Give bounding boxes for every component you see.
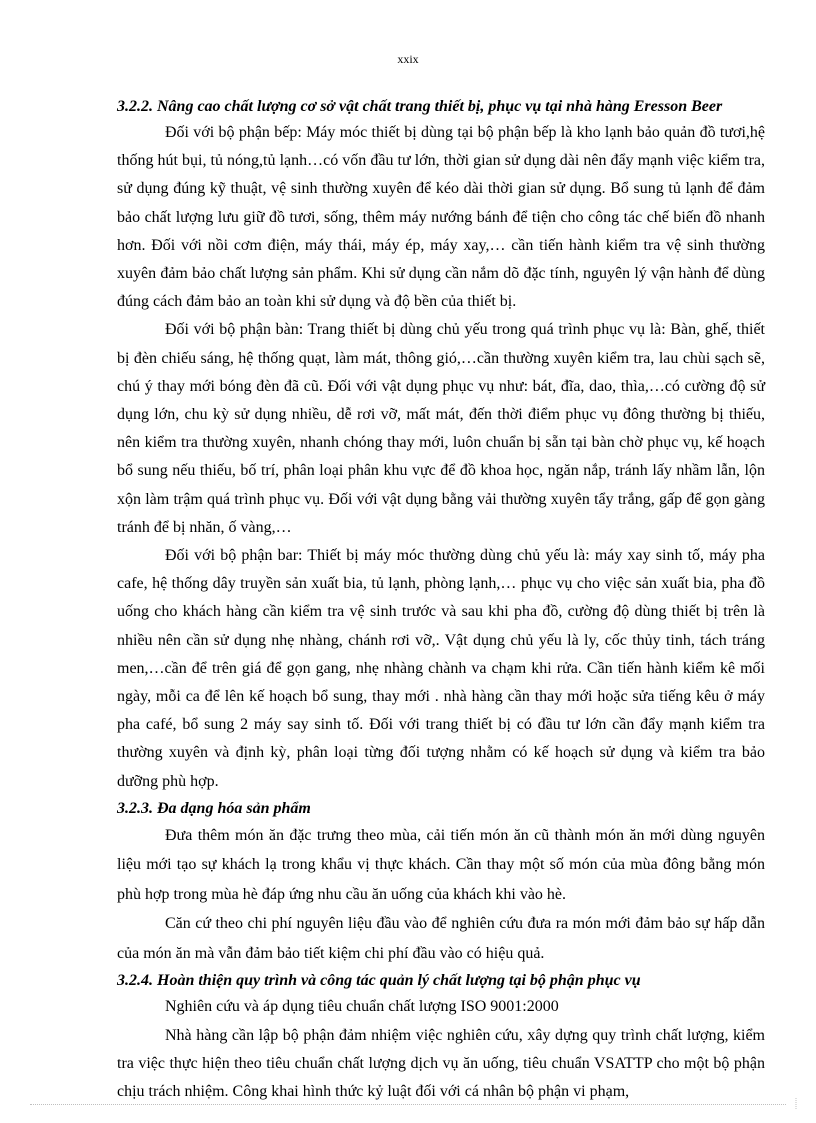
page-number: xxix bbox=[397, 52, 419, 66]
paragraph-kitchen: Đối với bộ phận bếp: Máy móc thiết bị dùng tại bộ phận bếp là kho lạnh bảo quản đồ tươi,hệ thống hút bụi, tủ nóng,tủ lạnh…có vốn đầu tư lớn, thời gian sử dụng dài nên đẩy mạnh việc kiểm tra, sử dụng đúng kỹ thuật, vệ sinh thường xuyên để kéo dài thời gian sử dụng. Bổ sung tủ lạnh để đảm bảo chất lượng lưu giữ đồ tươi, sống, thêm máy nướng bánh để tiện cho công tác chế biến đồ nhanh hơn. Đối với nồi cơm điện, máy thái, máy ép, máy xay,… cần tiến hành kiểm tra vệ sinh thường xuyên đảm bảo chất lượng sản phẩm. Khi sử dụng cần nắm dõ đặc tính, nguyên lý vận hành để dùng đúng cách đảm bảo an toàn khi sử dụng và độ bền của thiết bị. bbox=[117, 124, 765, 311]
section-heading-3-2-2: 3.2.2. Nâng cao chất lượng cơ sở vật chất trang thiết bị, phục vụ tại nhà hàng Eresson Beer bbox=[117, 98, 723, 115]
document-body bbox=[117, 94, 765, 1106]
paragraph-bar: Đối với bộ phận bar: Thiết bị máy móc thường dùng chủ yếu là: máy xay sinh tố, máy pha cafe, hệ thống dây truyền sản xuất bia, tủ lạnh, phòng lạnh,… phục vụ cho việc sản xuất bia, pha đồ uống cho khách hàng cần kiểm tra vệ sinh trước và sau khi pha đồ, cường độ dùng thiết bị trên là nhiều nên cần sử dụng nhẹ nhàng, chánh rơi vỡ,. Vật dụng chủ yếu là ly, cốc thủy tinh, tách tráng men,…cần để trên giá để gọn gang, nhẹ nhàng chành va chạm khi rửa. Cần tiến hành kiểm kê mối ngày, mỗi ca để lên kế hoạch bổ sung, thay mới . nhà hàng cần thay mới hoặc sửa tiếng kêu ở máy pha café, bổ sung 2 máy say sinh tố. Đối với trang thiết bị có đầu tư lớn cần đẩy mạnh kiểm tra thường xuyên và định kỳ, phân loại từng đối tượng nhằm có kế hoạch sử dụng và kiểm tra bảo dưỡng phù hợp. bbox=[117, 547, 765, 790]
footer-dotted-rule bbox=[30, 1104, 786, 1105]
section-heading-3-2-3: 3.2.3. Đa dạng hóa sản phẩm bbox=[117, 799, 311, 817]
paragraph-dining: Đối với bộ phận bàn: Trang thiết bị dùng chủ yếu trong quá trình phục vụ là: Bàn, ghế, thiết bị đèn chiếu sáng, hệ thống quạt, làm mát, thông gió,…cần thường xuyên kiểm tra, lau chùi sạch sẽ, chú ý thay mới bóng đèn đã cũ. Đối với vật dụng phục vụ như: bát, đĩa, dao, thìa,…có cường độ sử dụng lớn, chu kỳ sử dụng nhiều, dễ rơi vỡ, mất mát, đến thời điểm phục vụ đông thường bị thiếu, nên kiểm tra thường xuyên, nhanh chóng thay mới, luôn chuẩn bị sẵn tại bàn chờ phục vụ, kế hoạch bổ sung nếu thiếu, bố trí, phân loại phân khu vực để đồ khoa học, ngăn nắp, tránh lấy nhầm lẫn, lộn xộn làm trậm quá trình phục vụ. Đối với vật dụng bằng vải thường xuyên tẩy trắng, gấp để gọn gàng tránh để bị nhăn, ố vàng,… bbox=[117, 321, 765, 536]
paragraph-quality-department: Nhà hàng cần lập bộ phận đảm nhiệm việc nghiên cứu, xây dựng quy trình chất lượng, kiểm tra việc thực hiện theo tiêu chuẩn chất lượng dịch vụ ăn uống, tiêu chuẩn VSATTP cho một bộ phận chịu trách nhiệm. Công khai hình thức kỷ luật đối với cá nhân bộ phận vi phạm, bbox=[117, 1026, 765, 1100]
paragraph-seasonal-dishes: Đưa thêm món ăn đặc trưng theo mùa, cải tiến món ăn cũ thành món ăn mới dùng nguyên liệu mới tạo sự khách lạ trong khẩu vị thực khách. Cần thay một số món của mùa đông bằng món phù hợp trong mùa hè đáp ứng nhu cầu ăn uống của khách khi vào hè. bbox=[117, 826, 765, 903]
crop-mark-icon bbox=[790, 1098, 802, 1110]
paragraph-ingredient-cost: Căn cứ theo chi phí nguyên liệu đầu vào để nghiên cứu đưa ra món mới đảm bảo sự hấp dẫn của món ăn mà vẫn đảm bảo tiết kiệm chi phí đầu vào có hiệu quả. bbox=[117, 915, 765, 962]
section-heading-3-2-4: 3.2.4. Hoàn thiện quy trình và công tác quản lý chất lượng tại bộ phận phục vụ bbox=[117, 972, 641, 990]
paragraph-iso-standard: Nghiên cứu và áp dụng tiêu chuẩn chất lượng ISO 9001:2000 bbox=[165, 998, 559, 1016]
